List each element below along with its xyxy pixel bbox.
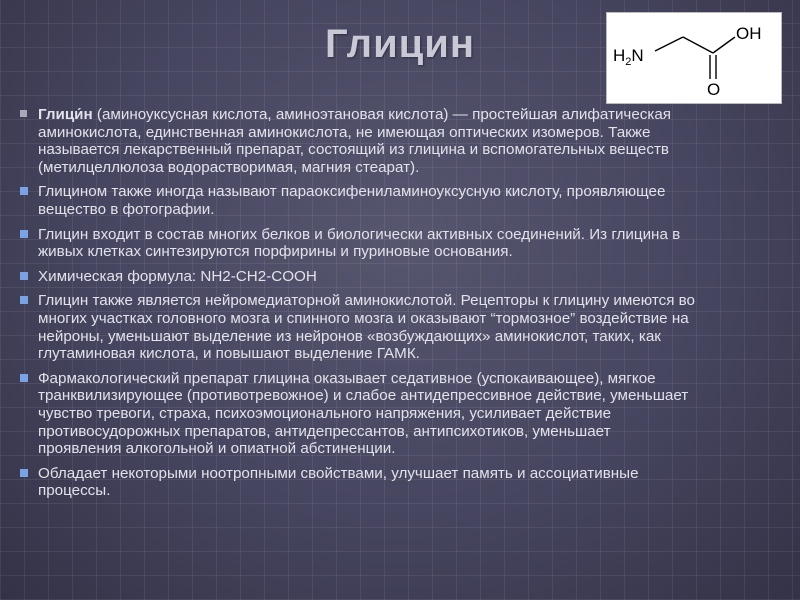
paragraph-text: Глицин входит в состав многих белков и биологически активных соединений. Из глицина в живых клетках синтезируются порфирины и пуриновые основания. [38, 225, 681, 261]
bullet-icon [20, 230, 28, 238]
bullet-list [18, 106, 698, 507]
paragraph-text: Обладает некоторыми ноотропными свойствами, улучшает память и ассоциативные процессы. [38, 464, 639, 500]
bullet-icon [20, 272, 28, 280]
list-item [18, 226, 698, 261]
list-item [18, 106, 698, 176]
paragraph-text: Фармакологический препарат глицина оказывает седативное (успокаивающее), мягкое транквилизирующее (противотревожное) и слабое антидепрессивное действие, уменьшает чувство тревоги, страха, психоэмоционального напряжения, усиливает действие противосудорожных препаратов, антидепрессантов, антипсихотиков, уменьшает проявления алкогольной и опиатной абстиненции. [38, 369, 689, 458]
bond-n-c [655, 37, 683, 51]
carbonyl-label: O [707, 80, 721, 99]
bullet-icon [20, 296, 28, 304]
amine-label: $H_2N$ [613, 46, 644, 68]
bullet-icon [20, 469, 28, 477]
bullet-icon [20, 110, 27, 117]
list-item [18, 292, 698, 362]
bullet-icon [20, 374, 28, 382]
bullet-icon [20, 187, 28, 195]
bond-c-oh [713, 37, 735, 53]
list-item [18, 268, 698, 286]
paragraph-text: Химическая формула: NH2-CH2-COOH [38, 267, 317, 285]
list-item [18, 183, 698, 218]
paragraph-text: Глицином также иногда называют параоксифениламиноуксусную кислоту, проявляющее вещество в фотографии. [38, 183, 666, 218]
structural-formula [607, 13, 781, 103]
hydroxyl-label: OH [736, 24, 762, 43]
term-glycine: Глици́н [38, 106, 93, 123]
bond-c-c [683, 37, 713, 53]
paragraph-text: (аминоуксусная кислота, аминоэтановая кислота) — простейшая алифатическая аминокислота, единственная аминокислота, не имеющая оптических изомеров. Также называется лекарственный препарат, состоящий из глицина и вспомогательных веществ (метилцеллюлоза водорастворимая, магния стеарат). [38, 106, 672, 176]
paragraph-text: Глицин также является нейромедиаторной аминокислотой. Рецепторы к глицину имеются во многих участках головного мозга и спинного мозга и оказывают “тормозное” воздействие на нейроны, уменьшают выделение из нейронов «возбуждающих» аминокислот, таких, как глутаминовая кислота, и повышают выделение ГАМК. [38, 292, 695, 363]
list-item [18, 370, 698, 458]
list-item [18, 465, 698, 500]
glycine-structure-image [606, 12, 782, 104]
slide-title: Глицин [324, 22, 476, 66]
